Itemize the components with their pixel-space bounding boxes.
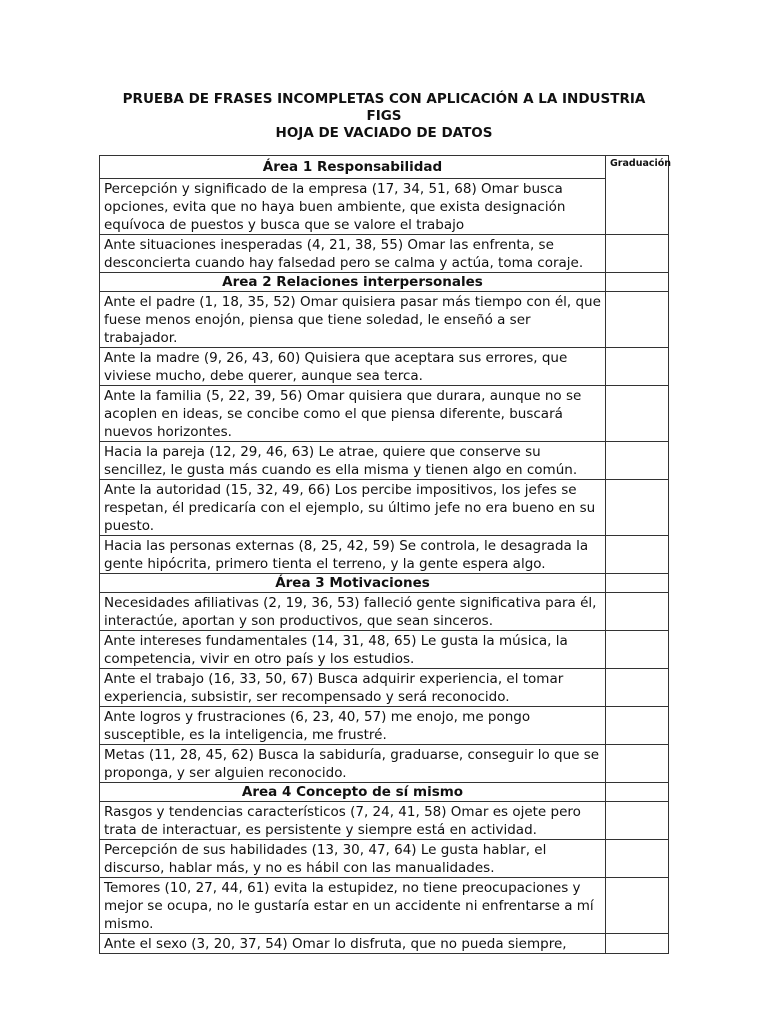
document-header — [0, 91, 768, 142]
table-row — [100, 348, 669, 386]
item-text: Ante la madre (9, 26, 43, 60) Quisiera que aceptara sus errores, que viviese mucho, debe querer, aunque sea terca. — [100, 348, 606, 386]
graduation-cell — [606, 745, 669, 783]
area-header-row — [100, 783, 669, 802]
table-row — [100, 179, 669, 235]
graduation-cell — [606, 348, 669, 386]
item-text: Percepción y significado de la empresa (17, 34, 51, 68) Omar busca opciones, evita que no haya buen ambiente, que exista designación equívoca de puestos y busca que se valore el trabajo — [100, 179, 606, 235]
graduation-cell — [606, 574, 669, 593]
graduation-cell — [606, 878, 669, 934]
item-text: Ante logros y frustraciones (6, 23, 40, 57) me enojo, me pongo susceptible, es la inteligencia, me frustré. — [100, 707, 606, 745]
graduation-cell — [606, 840, 669, 878]
item-text: Hacia la pareja (12, 29, 46, 63) Le atrae, quiere que conserve su sencillez, le gusta más cuando es ella misma y tienen algo en común. — [100, 442, 606, 480]
graduation-cell — [606, 442, 669, 480]
item-text: Temores (10, 27, 44, 61) evita la estupidez, no tiene preocupaciones y mejor se ocupa, no le gustaría estar en un accidente ni enfrentarse a mí mismo. — [100, 878, 606, 934]
table-row — [100, 802, 669, 840]
header-title: PRUEBA DE FRASES INCOMPLETAS CON APLICACIÓN A LA INDUSTRIA — [122, 91, 646, 107]
graduation-cell — [606, 292, 669, 348]
header-subtitle-figs: FIGS — [366, 108, 402, 124]
item-text: Ante el sexo (3, 20, 37, 54) Omar lo disfruta, que no pueda siempre, — [100, 934, 606, 954]
table-row — [100, 878, 669, 934]
item-text: Hacia las personas externas (8, 25, 42, 59) Se controla, le desagrada la gente hipócrita, primero tienta el terreno, y la gente espera algo. — [100, 536, 606, 574]
graduation-cell — [606, 593, 669, 631]
table-row — [100, 442, 669, 480]
table-row — [100, 480, 669, 536]
item-text: Ante la autoridad (15, 32, 49, 66) Los percibe impositivos, los jefes se respetan, él predicaría con el ejemplo, su último jefe no era bueno en su puesto. — [100, 480, 606, 536]
area-header-row — [100, 273, 669, 292]
item-text: Ante situaciones inesperadas (4, 21, 38, 55) Omar las enfrenta, se desconcierta cuando hay falsedad pero se calma y actúa, toma coraje. — [100, 235, 606, 273]
graduation-cell — [606, 480, 669, 536]
graduation-cell — [606, 783, 669, 802]
graduation-cell — [606, 669, 669, 707]
table-row — [100, 707, 669, 745]
data-table — [99, 155, 672, 954]
item-text: Ante el padre (1, 18, 35, 52) Omar quisiera pasar más tiempo con él, que fuese menos enojón, piensa que tiene soledad, le enseñó a ser trabajador. — [100, 292, 606, 348]
graduation-cell — [606, 536, 669, 574]
area-title: Area 2 Relaciones interpersonales — [100, 273, 606, 292]
graduation-cell — [606, 707, 669, 745]
table-row — [100, 235, 669, 273]
graduation-cell — [606, 386, 669, 442]
table-row — [100, 593, 669, 631]
item-text: Ante el trabajo (16, 33, 50, 67) Busca adquirir experiencia, el tomar experiencia, subsistir, ser recompensado y será reconocido. — [100, 669, 606, 707]
item-text: Necesidades afiliativas (2, 19, 36, 53) falleció gente significativa para él, interactúe, aportan y son productivos, que sean sinceros. — [100, 593, 606, 631]
graduation-cell — [606, 235, 669, 273]
graduation-cell — [606, 802, 669, 840]
item-text: Ante la familia (5, 22, 39, 56) Omar quisiera que durara, aunque no se acoplen en ideas, se concibe como el que piensa diferente, buscará nuevos horizontes. — [100, 386, 606, 442]
table-row — [100, 536, 669, 574]
table-row — [100, 292, 669, 348]
table-row — [100, 934, 669, 954]
table-row — [100, 669, 669, 707]
item-text: Metas (11, 28, 45, 62) Busca la sabiduría, graduarse, conseguir lo que se proponga, y ser alguien reconocido. — [100, 745, 606, 783]
area-header-row — [100, 574, 669, 593]
area-title: Área 3 Motivaciones — [100, 574, 606, 593]
area-header-row — [100, 156, 669, 179]
area-title: Area 4 Concepto de sí mismo — [100, 783, 606, 802]
graduation-column-header: Graduación — [606, 156, 669, 235]
table-row — [100, 745, 669, 783]
header-subtitle-sheet: HOJA DE VACIADO DE DATOS — [275, 125, 493, 141]
graduation-cell — [606, 273, 669, 292]
area-title: Área 1 Responsabilidad — [100, 156, 606, 179]
item-text: Percepción de sus habilidades (13, 30, 47, 64) Le gusta hablar, el discurso, hablar más, y no es hábil con las manualidades. — [100, 840, 606, 878]
graduation-cell — [606, 934, 669, 954]
table-row — [100, 386, 669, 442]
graduation-cell — [606, 631, 669, 669]
table-row — [100, 840, 669, 878]
item-text: Rasgos y tendencias característicos (7, 24, 41, 58) Omar es ojete pero trata de interactuar, es persistente y siempre está en actividad. — [100, 802, 606, 840]
table-row — [100, 631, 669, 669]
item-text: Ante intereses fundamentales (14, 31, 48, 65) Le gusta la música, la competencia, vivir en otro país y los estudios. — [100, 631, 606, 669]
